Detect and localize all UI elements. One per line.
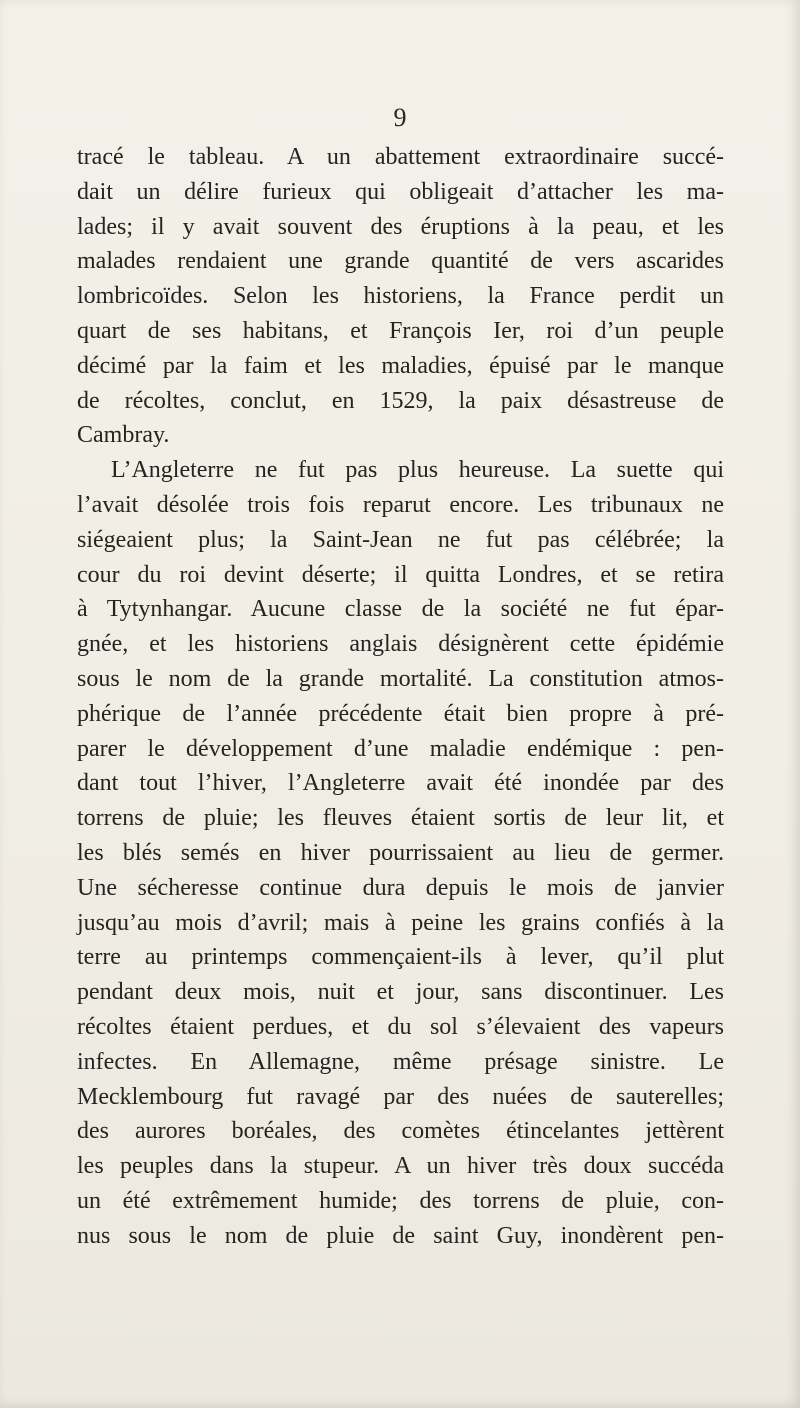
text-line: de récoltes, conclut, en 1529, la paix désastreuse de [77,387,724,414]
text-line: l’avait désolée trois fois reparut encore. Les tribunaux ne [77,491,724,518]
text-line: torrens de pluie; les fleuves étaient sortis de leur lit, et [77,805,724,832]
text-line: terre au printemps commençaient-ils à lever, qu’il plut [77,944,724,971]
text-line: récoltes étaient perdues, et du sol s’élevaient des vapeurs [77,1013,724,1040]
text-line: Une sécheresse continue dura depuis le mois de janvier [77,874,724,901]
text-line: cour du roi devint déserte; il quitta Londres, et se retira [77,561,724,588]
text-line: les blés semés en hiver pourrissaient au lieu de germer. [77,839,724,866]
text-line: dait un délire furieux qui obligeait d’attacher les ma- [77,178,724,205]
text-line: sous le nom de la grande mortalité. La constitution atmos- [77,665,724,692]
text-line: un été extrêmement humide; des torrens de pluie, con- [77,1187,724,1214]
text-line: tracé le tableau. A un abattement extraordinaire succé- [77,144,724,170]
text-line: pendant deux mois, nuit et jour, sans discontinuer. Les [77,979,724,1006]
page-number: 9 [393,103,407,132]
text-line: jusqu’au mois d’avril; mais à peine les grains confiés à la [77,909,724,936]
text-line: gnée, et les historiens anglais désignèrent cette épidémie [77,631,724,658]
text-line: lades; il y avait souvent des éruptions à la peau, et les [77,213,724,240]
text-line: lombricoïdes. Selon les historiens, la France perdit un [77,283,724,310]
text-line: des aurores boréales, des comètes étincelantes jettèrent [77,1118,724,1145]
text-line: Cambray. [77,422,170,449]
text-line: infectes. En Allemagne, même présage sinistre. Le [77,1048,724,1075]
text-line: siégeaient plus; la Saint-Jean ne fut pas célébrée; la [77,526,724,553]
text-line: quart de ses habitans, et François Ier, roi d’un peuple [77,317,724,344]
text-line: à Tytynhangar. Aucune classe de la société ne fut épar- [77,596,724,623]
text-line: dant tout l’hiver, l’Angleterre avait été inondée par des [77,770,724,797]
text-line: parer le développement d’une maladie endémique : pen- [77,735,724,762]
text-line: phérique de l’année précédente était bien propre à pré- [77,700,724,727]
text-line: Mecklembourg fut ravagé par des nuées de sauterelles; [77,1083,724,1110]
text-line: les peuples dans la stupeur. A un hiver très doux succéda [77,1153,724,1180]
text-line: décimé par la faim et les maladies, épuisé par le manque [77,352,724,379]
text-line: nus sous le nom de pluie de saint Guy, inondèrent pen- [77,1222,724,1249]
text-line: malades rendaient une grande quantité de vers ascarides [77,248,724,275]
text-line: L’Angleterre ne fut pas plus heureuse. La suette qui [111,457,724,484]
page-body-text [77,140,724,1254]
